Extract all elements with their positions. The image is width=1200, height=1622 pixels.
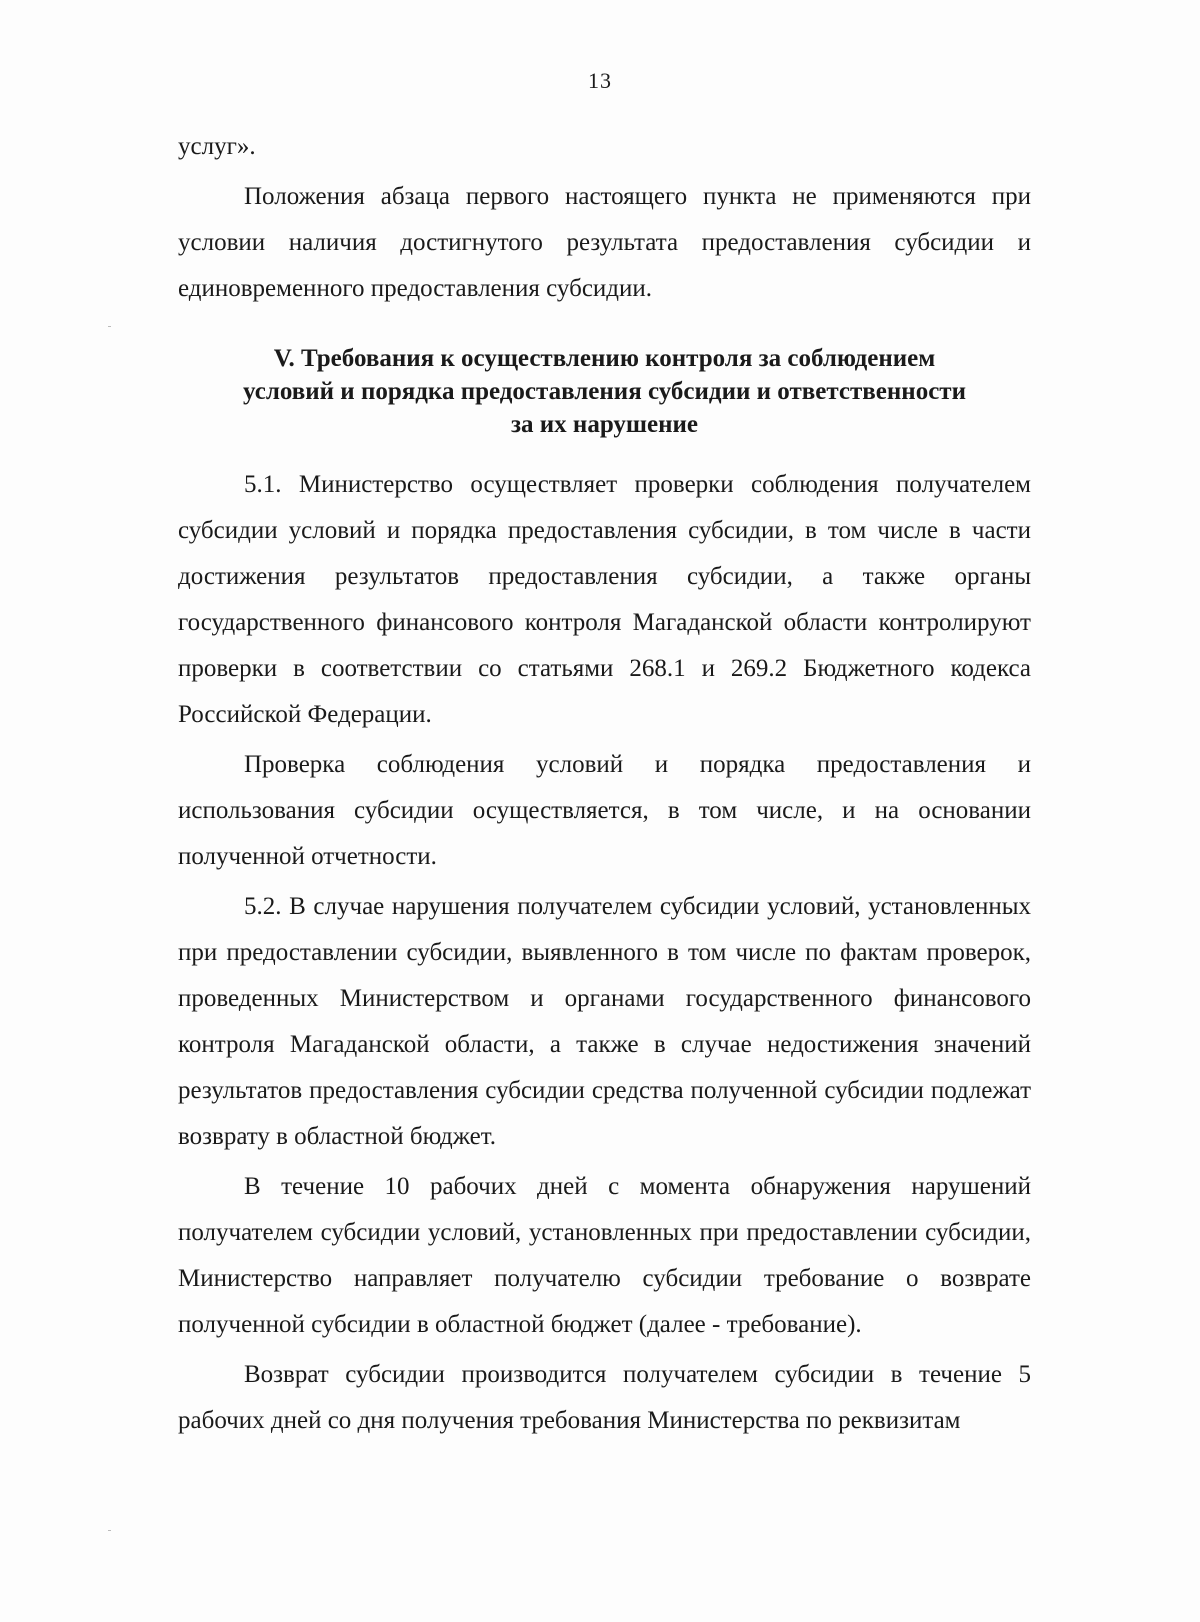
page-number: 13	[588, 68, 612, 93]
section-heading-line: V. Требования к осуществлению контроля за соблюдением	[273, 345, 936, 372]
paragraph: Проверка соблюдения условий и порядка предоставления и использования субсидии осуществляется, в том числе, и на основании полученной отчетности.	[178, 751, 1031, 870]
body-text-block	[178, 462, 1031, 1444]
paragraph: Возврат субсидии производится получателем субсидии в течение 5 рабочих дней со дня получения требования Министерства по реквизитам	[178, 1361, 1031, 1434]
scan-speck	[108, 1530, 111, 1531]
paragraph: услуг».	[178, 133, 256, 160]
section-heading-line: условий и порядка предоставления субсидии и ответственности	[243, 378, 966, 405]
top-text-block	[178, 124, 1031, 312]
paragraph: В течение 10 рабочих дней с момента обнаружения нарушений получателем субсидии условий, установленных при предоставлении субсидии, Министерство направляет получателю субсидии требование о возврате полученной субсидии в областной бюджет (далее - требование).	[178, 1173, 1031, 1338]
section-heading-line: за их нарушение	[510, 411, 699, 438]
scan-speck	[108, 326, 111, 327]
paragraph: Положения абзаца первого настоящего пункта не применяются при условии наличия достигнутого результата предоставления субсидии и единовременного предоставления субсидии.	[178, 183, 1031, 302]
paragraph: 5.2. В случае нарушения получателем субсидии условий, установленных при предоставлении субсидии, выявленного в том числе по фактам проверок, проведенных Министерством и органами государственного финансового контроля Магаданской области, а также в случае недостижения значений результатов предоставления субсидии средства полученной субсидии подлежат возврату в областной бюджет.	[178, 893, 1031, 1150]
paragraph: 5.1. Министерство осуществляет проверки соблюдения получателем субсидии условий и порядка предоставления субсидии, в том числе в части достижения результатов предоставления субсидии, а также органы государственного финансового контроля Магаданской области контролируют проверки в соответствии со статьями 268.1 и 269.2 Бюджетного кодекса Российской Федерации.	[178, 471, 1031, 728]
section-heading	[178, 342, 1031, 441]
